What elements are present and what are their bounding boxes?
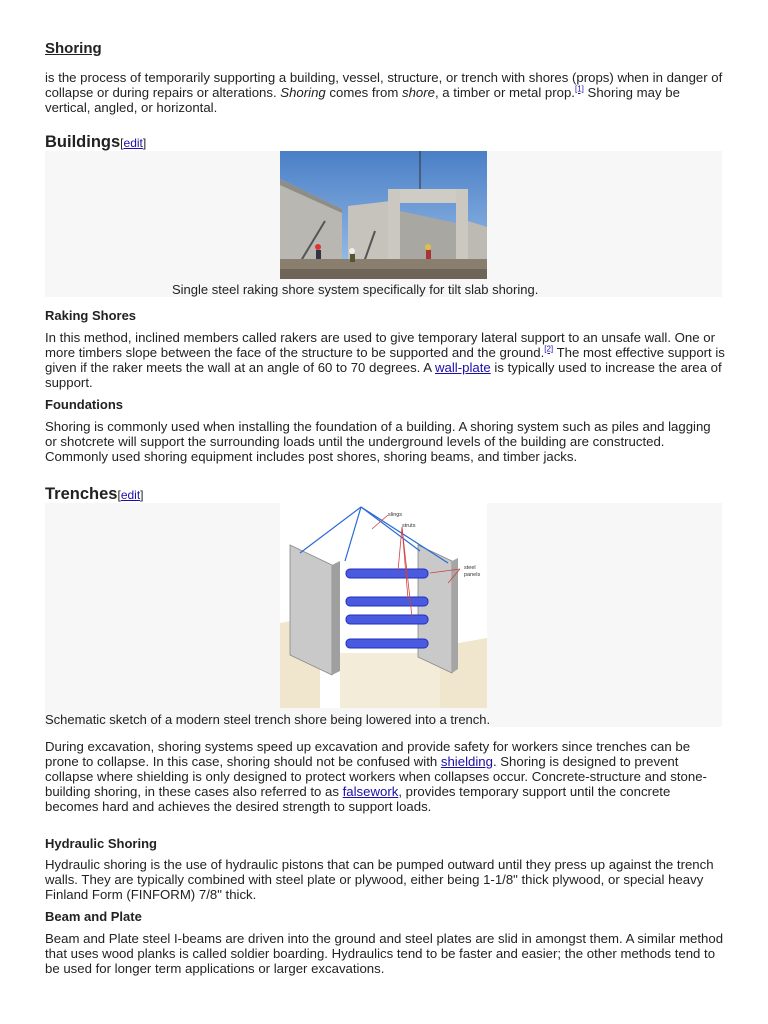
label-slings: slings: [388, 512, 403, 518]
heading-beam-and-plate: Beam and Plate: [45, 909, 142, 924]
intro-paragraph: [45, 70, 725, 115]
reference-link-2[interactable]: [2]: [544, 344, 554, 354]
intro-text: is the process of temporarily supporting a building, vessel, structure, or trench with shores (props) when in danger of collapse or during repairs or alterations.: [45, 70, 723, 100]
buildings-figure-caption: Single steel raking shore system specifically for tilt slab shoring.: [172, 282, 539, 297]
trenches-text-2: . Shoring is designed to prevent collapse where shielding is only designed to protect workers when collapses occur. Concrete-structure and stone-building shoring, in these cases also referred to as: [45, 754, 707, 799]
trenches-figure-caption: Schematic sketch of a modern steel trench shore being lowered into a trench.: [45, 712, 491, 727]
raking-text-2: The most effective support is given if the raker meets the wall at an angle of 60 to 70 degrees. A: [45, 345, 725, 375]
heading-foundations: Foundations: [45, 397, 123, 412]
intro-italic-shoring: Shoring: [280, 85, 326, 100]
label-steel: steel: [464, 565, 476, 571]
label-struts: struts: [402, 523, 416, 529]
intro-text-4: Shoring may be vertical, angled, or horizontal.: [45, 85, 680, 115]
page-title: Shoring: [45, 40, 102, 57]
label-panels: panels: [464, 572, 481, 578]
reference-link-1[interactable]: [1]: [574, 84, 584, 94]
heading-buildings: Buildings[edit]: [45, 133, 147, 151]
wall-plate-link[interactable]: wall-plate: [435, 360, 491, 375]
edit-link-trenches[interactable]: edit: [120, 488, 141, 502]
foundations-paragraph: Shoring is commonly used when installing the foundation of a building. A shoring system such as piles and lagging or shotcrete will support the surrounding loads until the underground levels of the building are constructed. Commonly used shoring equipment includes post shores, shoring beams, and timber jacks.: [45, 419, 711, 464]
shielding-link[interactable]: shielding: [440, 754, 493, 769]
raking-paragraph: [45, 330, 725, 390]
trench-shore-sketch: [280, 503, 487, 708]
trenches-paragraph: [45, 739, 725, 814]
heading-trenches-text: Trenches: [45, 485, 118, 503]
trenches-text-3: , provides temporary support until the concrete becomes hard and achieves the desired strength to support loads.: [45, 784, 671, 814]
heading-trenches: Trenches[edit]: [45, 485, 144, 503]
intro-text-3: , a timber or metal prop.: [434, 85, 575, 100]
hydraulic-paragraph: Hydraulic shoring is the use of hydraulic pistons that can be pumped outward until they press up against the trench walls. They are typically combined with steel plate or plywood, either being 1-1/8" thick plywood, or special heavy Finland Form (FINFORM) 7/8" thick.: [45, 857, 714, 902]
trenches-text: During excavation, shoring systems speed up excavation and provide safety for workers since trenches can be prone to collapse. In this case, shoring should not be confused with: [45, 739, 691, 769]
intro-italic-shore: shore: [401, 85, 435, 100]
raking-text: In this method, inclined members called rakers are used to give temporary lateral support to an unsafe wall. One or more timbers slope between the face of the structure to be supported and the ground.: [45, 330, 715, 360]
figure-trenches: [45, 503, 722, 727]
beam-paragraph: Beam and Plate steel I-beams are driven into the ground and steel plates are slid in amongst them. A similar method that uses wood planks is called soldier boarding. Hydraulics tend to be faster and easier; the other methods tend to be used for longer term applications or larger excavations.: [45, 931, 724, 976]
edit-link-buildings[interactable]: edit: [123, 136, 143, 150]
heading-buildings-text: Buildings: [45, 133, 121, 151]
heading-hydraulic-shoring: Hydraulic Shoring: [45, 836, 157, 851]
intro-text-2: comes from: [325, 85, 402, 100]
heading-raking-shores: Raking Shores: [45, 308, 137, 323]
tilt-slab-shoring-photo: [280, 151, 487, 279]
falsework-link[interactable]: falsework: [342, 784, 399, 799]
figure-buildings: [45, 151, 722, 297]
raking-text-3: is typically used to increase the area of support.: [45, 360, 722, 390]
